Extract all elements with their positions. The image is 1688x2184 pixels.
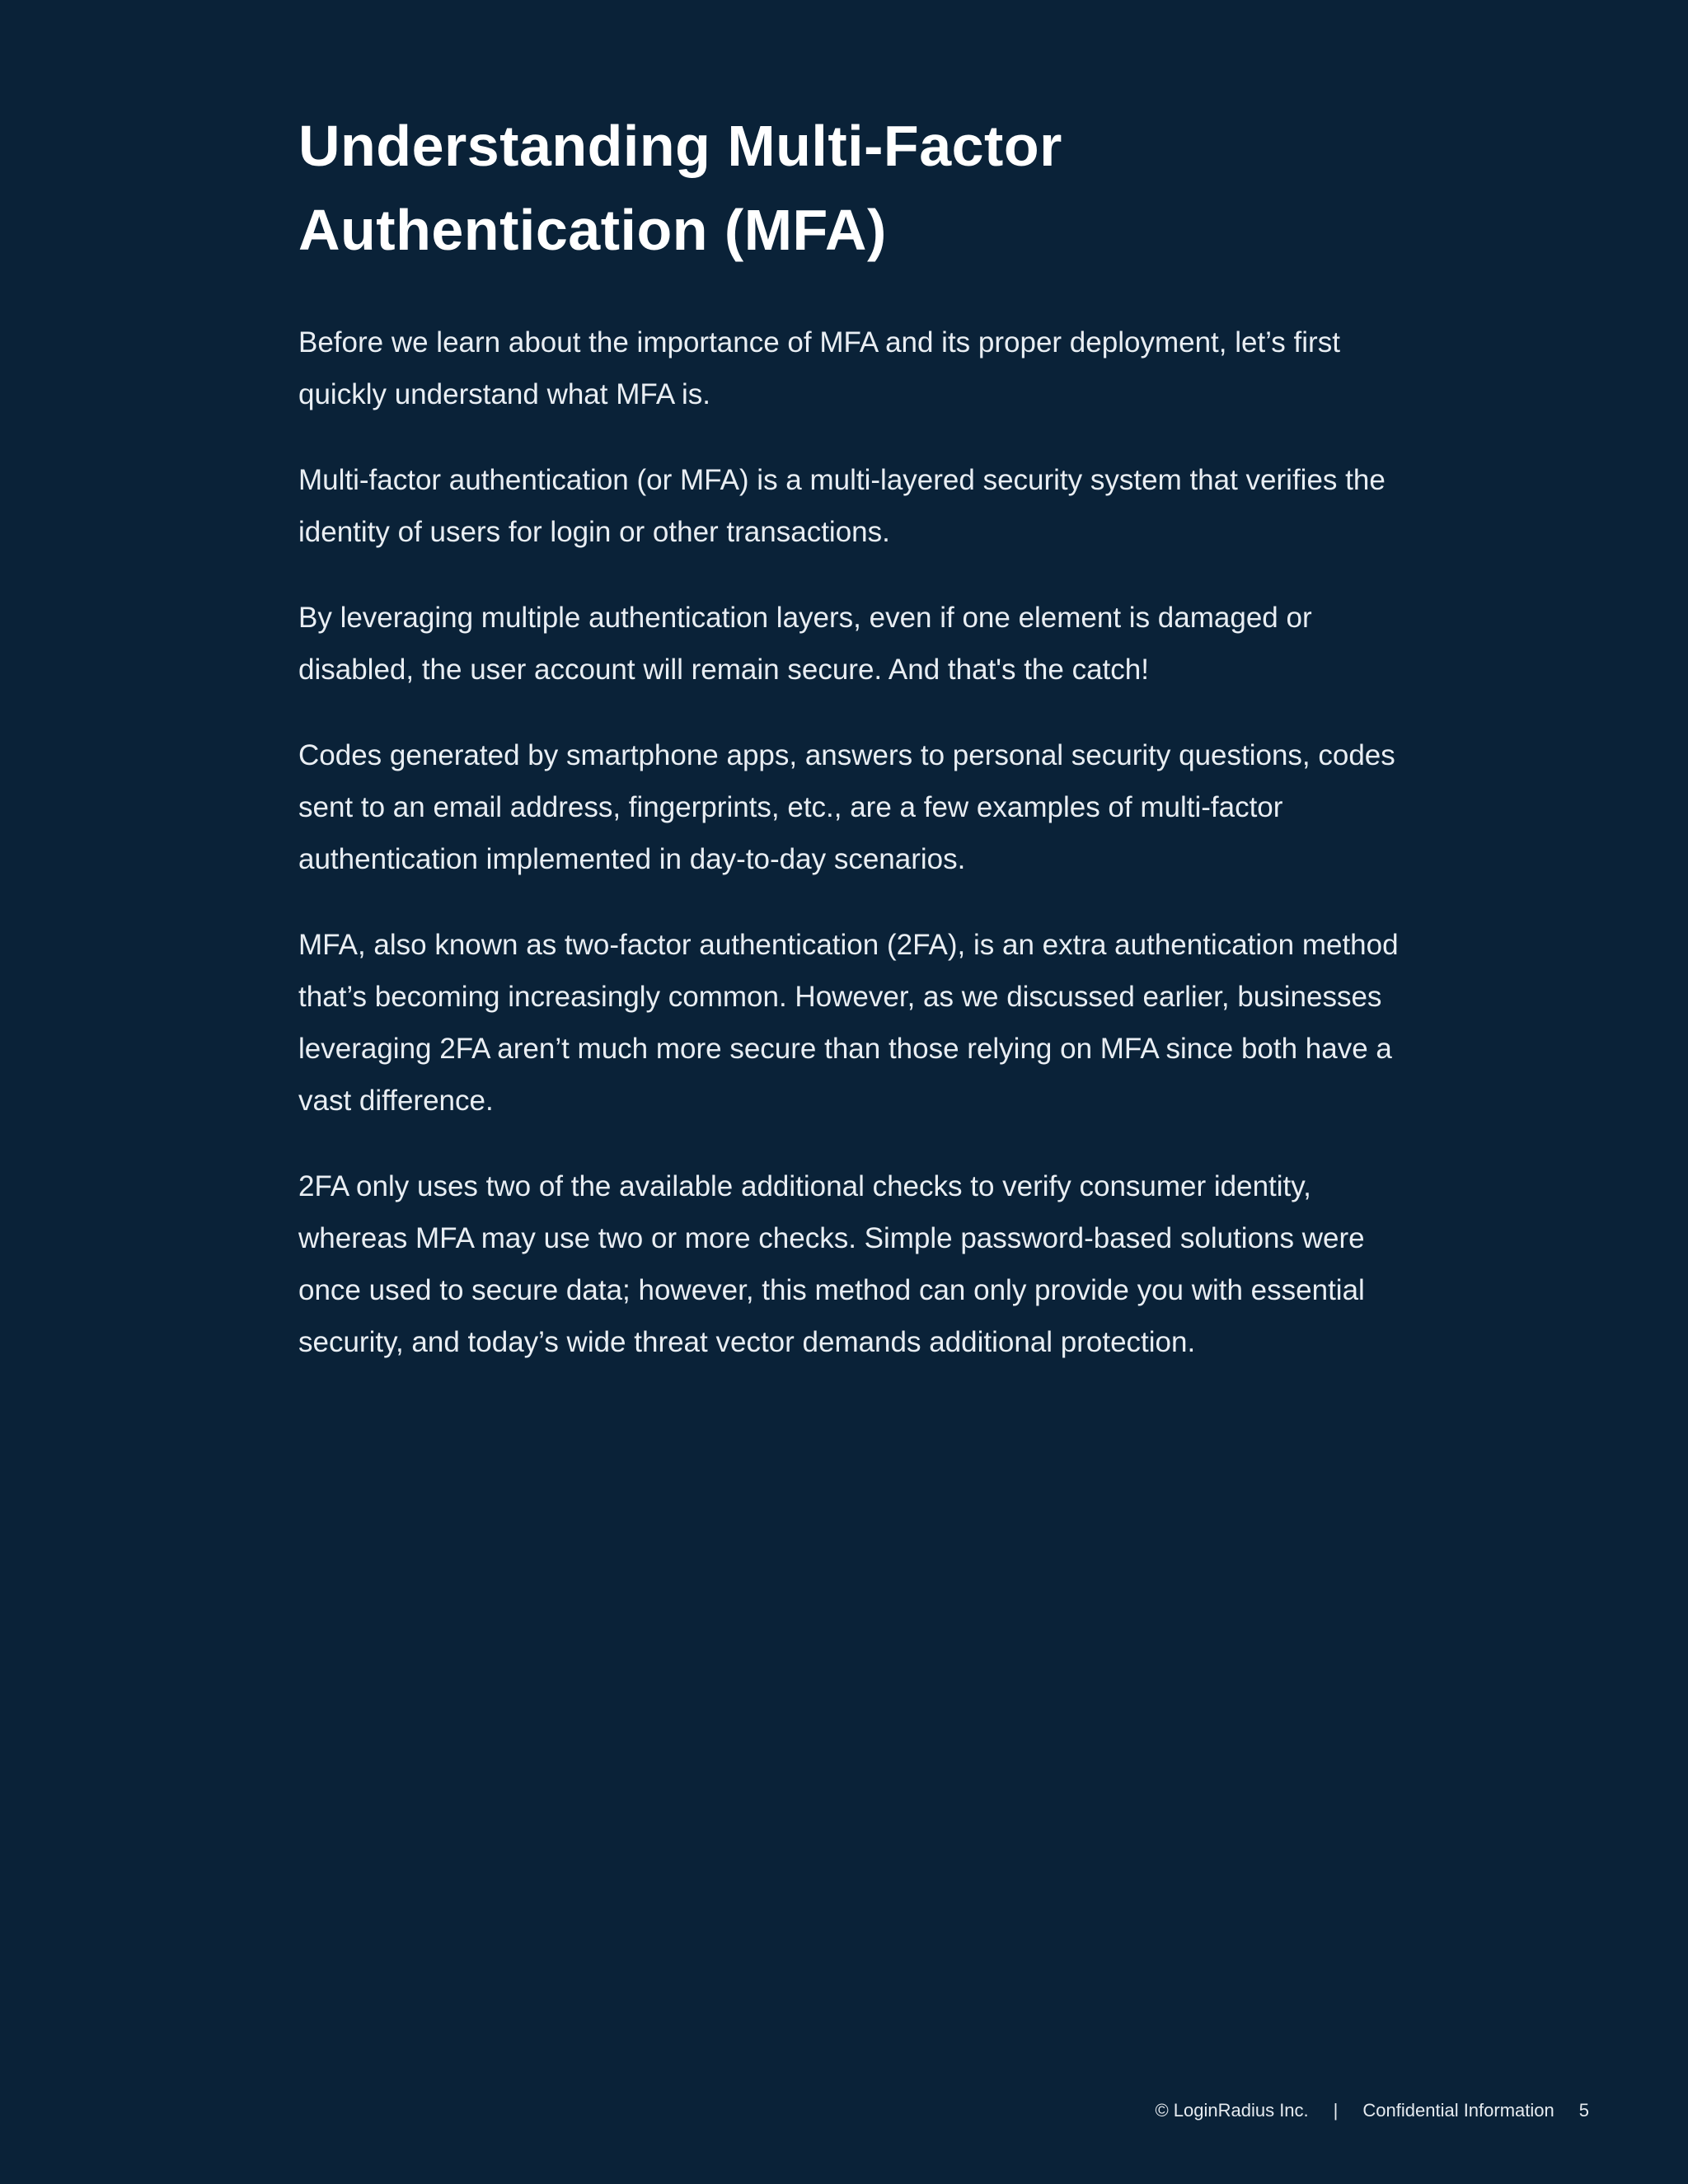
paragraph-2fa: MFA, also known as two-factor authentication (2FA), is an extra authentication method that’s becoming increasingly common. However, as we discussed earlier, businesses leveraging 2FA aren’t much more secure than those relying on MFA since both have a vast difference.	[298, 929, 1399, 1117]
page-title	[298, 104, 1403, 272]
page-title-line-2: Authentication (MFA)	[298, 198, 887, 262]
footer-label: Confidential Information	[1362, 2100, 1554, 2121]
body-text	[298, 316, 1403, 1368]
page-footer	[1155, 2100, 1589, 2121]
footer-separator: |	[1333, 2100, 1339, 2121]
paragraph-definition: Multi-factor authentication (or MFA) is a multi-layered security system that verifies the identity of users for login or other transactions.	[298, 464, 1386, 548]
main-content	[298, 104, 1403, 1402]
page-number: 5	[1578, 2100, 1589, 2121]
paragraph-comparison: 2FA only uses two of the available additional checks to verify consumer identity, whereas MFA may use two or more checks. Simple password-based solutions were once used to secure data; however, this method can only provide you with essential security, and today’s wide threat vector demands additional protection.	[298, 1170, 1365, 1358]
footer-copyright: © LoginRadius Inc.	[1155, 2100, 1309, 2121]
paragraph-layers: By leveraging multiple authentication layers, even if one element is damaged or disabled, the user account will remain secure. And that's the catch!	[298, 602, 1312, 686]
paragraph-intro: Before we learn about the importance of MFA and its proper deployment, let’s first quickly understand what MFA is.	[298, 326, 1340, 410]
page-title-line-1: Understanding Multi-Factor	[298, 114, 1062, 178]
paragraph-examples: Codes generated by smartphone apps, answers to personal security questions, codes sent to an email address, fingerprints, etc., are a few examples of multi-factor authentication implemented in day-to-day scenarios.	[298, 739, 1395, 875]
